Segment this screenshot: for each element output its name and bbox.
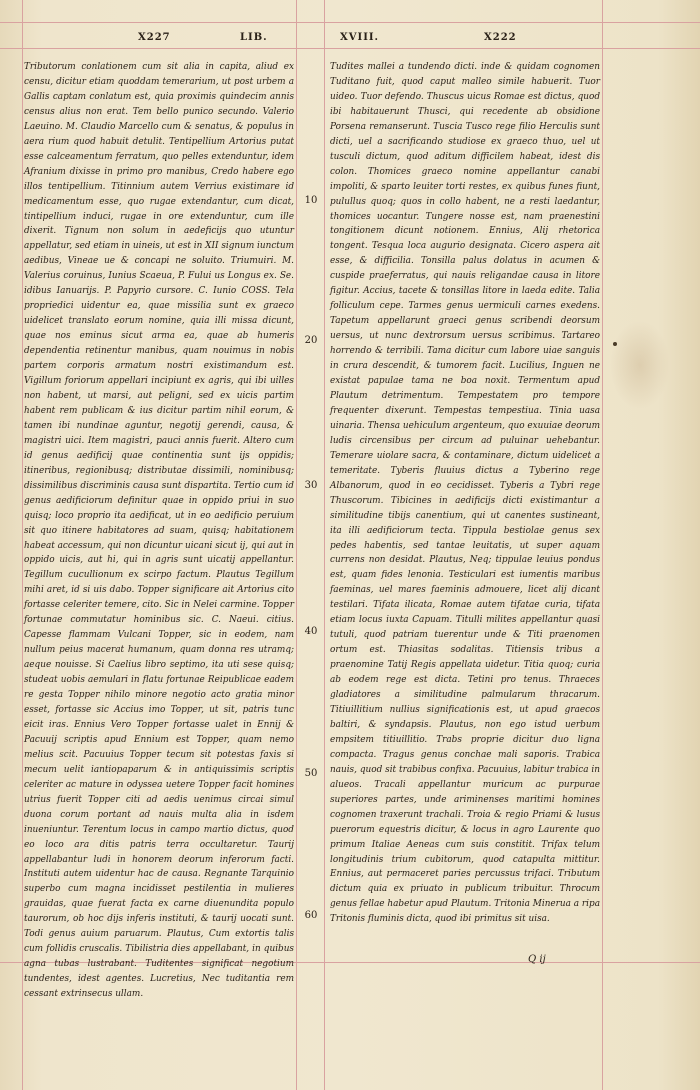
- line-number: 30: [304, 480, 318, 491]
- line-number: 10: [304, 195, 318, 206]
- column-left-text: Tributorum conlationem cum sit alia in capita, aliud ex censu, dicitur etiam quoddam temerarium, ut post urbem a Gallis captam conlatum est, quia proximis quindecim annis census alius non erat. Tem bello punico secundo. Valerio Laeuino. M. Claudio Marcello cum & senatus, & populus in aera rium quod habuit detulit. Tentipellium Artorius putat esse calceamentum ferratum, quo pelles extenduntur, idem Afranium dixisse in primo pro manibus, Credo habere ego illos tentipellium. Titinnium autem Verrius existimare id medicamentum esse, quo rugae extendantur, cum dicat, tintipellium induci, rugae in ore extenduntur, cum ille dixerit. Tignum non solum in aedeficijs quo utuntur appellatur, sed etiam in uineis, ut est in XII signum iunctum aedibus, Vineae ue & concapi ne soluito. Triumuiri. M. Valerius coruinus, Iunius Scaeua, P. Fului us Longus ex. Se. idibus Ianuarijs. P. Papyrio cursore. C. Iunio COSS. Tela propriedici uidentur ea, quae missilia sunt ex graeco uidelicet translato eorum nomine, quia illi missa dicunt, quae nos eminus sicut arma ea, quae ab humeris dependentia retinentur manibus, quam nouimus in nobis partem corporis armatum nostri existimandum est. Vigillum foriorum appellari incipiunt ex agris, qui ibi uilles non habent, ut marsi, aut peligni, sed ex uicis partim habent rem publicam & ius dicitur partim nihil eorum, & tamen ibi nundinae aguntur, negotij gerendi, causa, & magistri uici. Item magistri, pauci annis fuerit. Altero cum id genus aedificij quae continentia sunt ijs oppidis; itineribus, regionibusq; distributae dissimili, nominibusq; dissimilibus discriminis causa sunt dispartita. Tertio cum id genus aedificiorum definitur quae in oppido priui in suo quisq; loco proprio ita aedificat, ut in eo aedificio peruium sit quo itinere habitatores ad suam, quisq; habitationem habeat accessum, qui non dicuntur uicani sicut ij, qui aut in oppido uicis, aut hi, qui in agris sunt uicatij appellantur. Tegillum cucullionum ex scirpo factum. Plautus Tegillum mihi aret, id si uis dabo. Topper significare ait Artorius cito fortasse celeriter temere, cito. Sic in Nelei carmine. Topper fortunae commutatur hominibus sic. C. Naeui. citius. Capesse flammam Vulcani Topper, sic in eodem, nam nullum peius macerat humanum, quam donna res utramq; aeque nouisse. Si Caelius libro septimo, ita uti sese quisq; studeat uobis aemulari in flatu fortunae Reipublicae eadem re gesta Topper nihilo minore negotio acto gratia minor esset, fortasse sic Accius imo Topper, ut sit, patris tunc eicit iras. Ennius Vero Topper fortasse ualet in Ennij & Pacuuij scriptis apud Ennium est Topper, quam nemo melius scit. Pacuuius Topper tecum sit potestas faxis si mecum uelit iantiopaparum & in antiquissimis scriptis celeriter ac mature in odyssea uetere Topper facit homines utrius fuerit Topper citi ad aedis uenimus circai simul duona corum portant ad nauis multa alia in isdem inueniuntur. Terentum locus in campo martio dictus, quod eo loco ara ditis patris terra occultaretur. Taurij appellabantur ludi in honorem deorum inferorum facti. Instituti autem uidentur hac de causa. Regnante Tarquinio superbo cum magna incidisset pestilentia in mulieres grauidas, quae fuerat facta ex carne diuenundita populo taurorum, ob hoc dijs inferis instituti, & taurij uocati sunt. Todi genus auium paruarum. Plautus, Cum extortis talis cum follidis cruscalis. Tibilistria dies appellabant, in quibus agna tubas lustrabant. Tuditentes significat negotium tundentes, idest agentes. Lucretius, Nec tuditantia rem cessant extrinsecus ullam.: [24, 62, 294, 1000]
- line-number: 40: [304, 626, 318, 637]
- rule-gutter-left: [296, 0, 297, 1090]
- line-number: 60: [304, 910, 318, 921]
- line-number: 50: [304, 768, 318, 779]
- header-book-number: XVIII.: [340, 32, 380, 43]
- line-numbers: [300, 60, 322, 960]
- rule-top: [0, 22, 700, 23]
- header-book-label: LIB.: [240, 32, 268, 43]
- ink-spot: [613, 342, 617, 346]
- header-folio-right: X222: [484, 32, 517, 43]
- catchword: Q ij: [528, 954, 546, 965]
- text-column-left: [24, 60, 294, 1000]
- rule-gutter-right: [324, 0, 325, 1090]
- header-folio-left: X227: [138, 32, 171, 43]
- column-right-text: Tudites mallei a tundendo dicti. inde & quidam cognomen Tuditano fuit, quod caput malleo simile habuerit. Tuor uideo. Tuor defendo. Thuscus uicus Romae est dictus, quod ibi habitauerunt Thusci, qui recedente ab obsidione Porsena remanserunt. Tuscia Tusco rege filio Herculis sunt dicti, uel a sacrificando studiose ex graeco thuo, uel ut tusculi dictum, quod aditum difficilem habeat, idest dis colon. Thomices graeco nomine appellantur canabi impoliti, & sparto leuiter torti restes, ex quibus funes fiunt, pulullus quoq; quos in collo habent, ne a resti laedantur, thomices uocantur. Tungere nosse est, nam praenestini tongitionem dicunt notionem. Ennius, Alij rhetorica tongent. Tesqua loca augurio designata. Cicero aspera ait esse, & difficilia. Tonsilla palus dolatus in acumen & cuspide praeferratus, qui nauis religandae causa in litore figitur. Accius, tacete & tonsillas litore in laeda edite. Talia folliculum cepe. Tarmes genus uermiculi carnes exedens. Tapetum appellarunt graeci genus scribendi deorsum uersus, ut nunc dextrorsum uersus scribimus. Tartareo horrendo & terribili. Tama dicitur cum labore uiae sanguis in crura descendit, & tumorem facit. Lucilius, Inguen ne existat papulae tama ne boa noxit. Termentum apud Plautum detrimentum. Tempestatem pro tempore frequenter dixerunt. Tempestas tempestiua. Tinia uasa uinaria. Thensa uehiculum argenteum, quo exuuiae deorum ludis circensibus per circum ad puluinar uehebantur. Temerare uiolare sacra, & contaminare, dictum uidelicet a temeritate. Tyberis fluuius dictus a Tyberino rege Albanorum, quod in eo cecidisset. Tyberis a Tybri rege Thuscorum. Tibicines in aedificijs dicti existimantur a similitudine tibijs canentium, qui ut canentes sustineant, ita illi aedificiorum tecta. Tippula bestiolae genus sex pedes habentis, sed tantae leuitatis, ut super aquam currens non desidat. Plautus, Neq; tippulae leuius pondus est, quam fides lenonia. Testiculari est iumentis maribus faeminas, uel mares faeminis admouere, licet alij dicant testilari. Tifata ilicata, Romae autem tifatae curia, tifata etiam locus iuxta Capuam. Titulli milites appellantur quasi tutuli, quod patriam tuerentur unde & Titi praenomen ortum est. Thiasitas sodalitas. Titiensis tribus a praenomine Tatij Regis appellata uidetur. Titia quoq; curia ab eodem rege est dicta. Tetini pro tenus. Thraeces gladiatores a similitudine palmularum thracarum. Titiuillitium nullius significationis est, ut apud graecos baltiri, & syndapsis. Plautus, non ego istud uerbum empsitem titiuillitio. Trabs proprie dicitur duo ligna compacta. Tragus genus conchae mali saporis. Trabica nauis, quod sit trabibus confixa. Pacuuius, labitur trabica in alueos. Tracali appellantur muricum ac purpurae superiores partes, unde ariminenses maritimi homines cognomen traxerunt trachali. Troia & regio Priami & lusus puerorum equestris dicitur, & locus in agro Laurente quo primum Italiae Aeneas cum suis constitit. Trifax telum longitudinis trium cubitorum, quod catapulta mittitur. Ennius, aut permaceret paries percussus trifaci. Tributum dictum quia ex priuato in publicum tribuitur. Throcum genus fellae habetur apud Plautum. Tritonia Minerua a ripa Tritonis fluminis dicta, quod ibi primitus sit uisa.: [330, 62, 600, 925]
- line-number: 20: [304, 335, 318, 346]
- rule-left: [22, 0, 23, 1090]
- paper-stain: [610, 320, 670, 410]
- text-column-right: [330, 60, 600, 960]
- rule-right: [602, 0, 603, 1090]
- running-header: [0, 30, 700, 50]
